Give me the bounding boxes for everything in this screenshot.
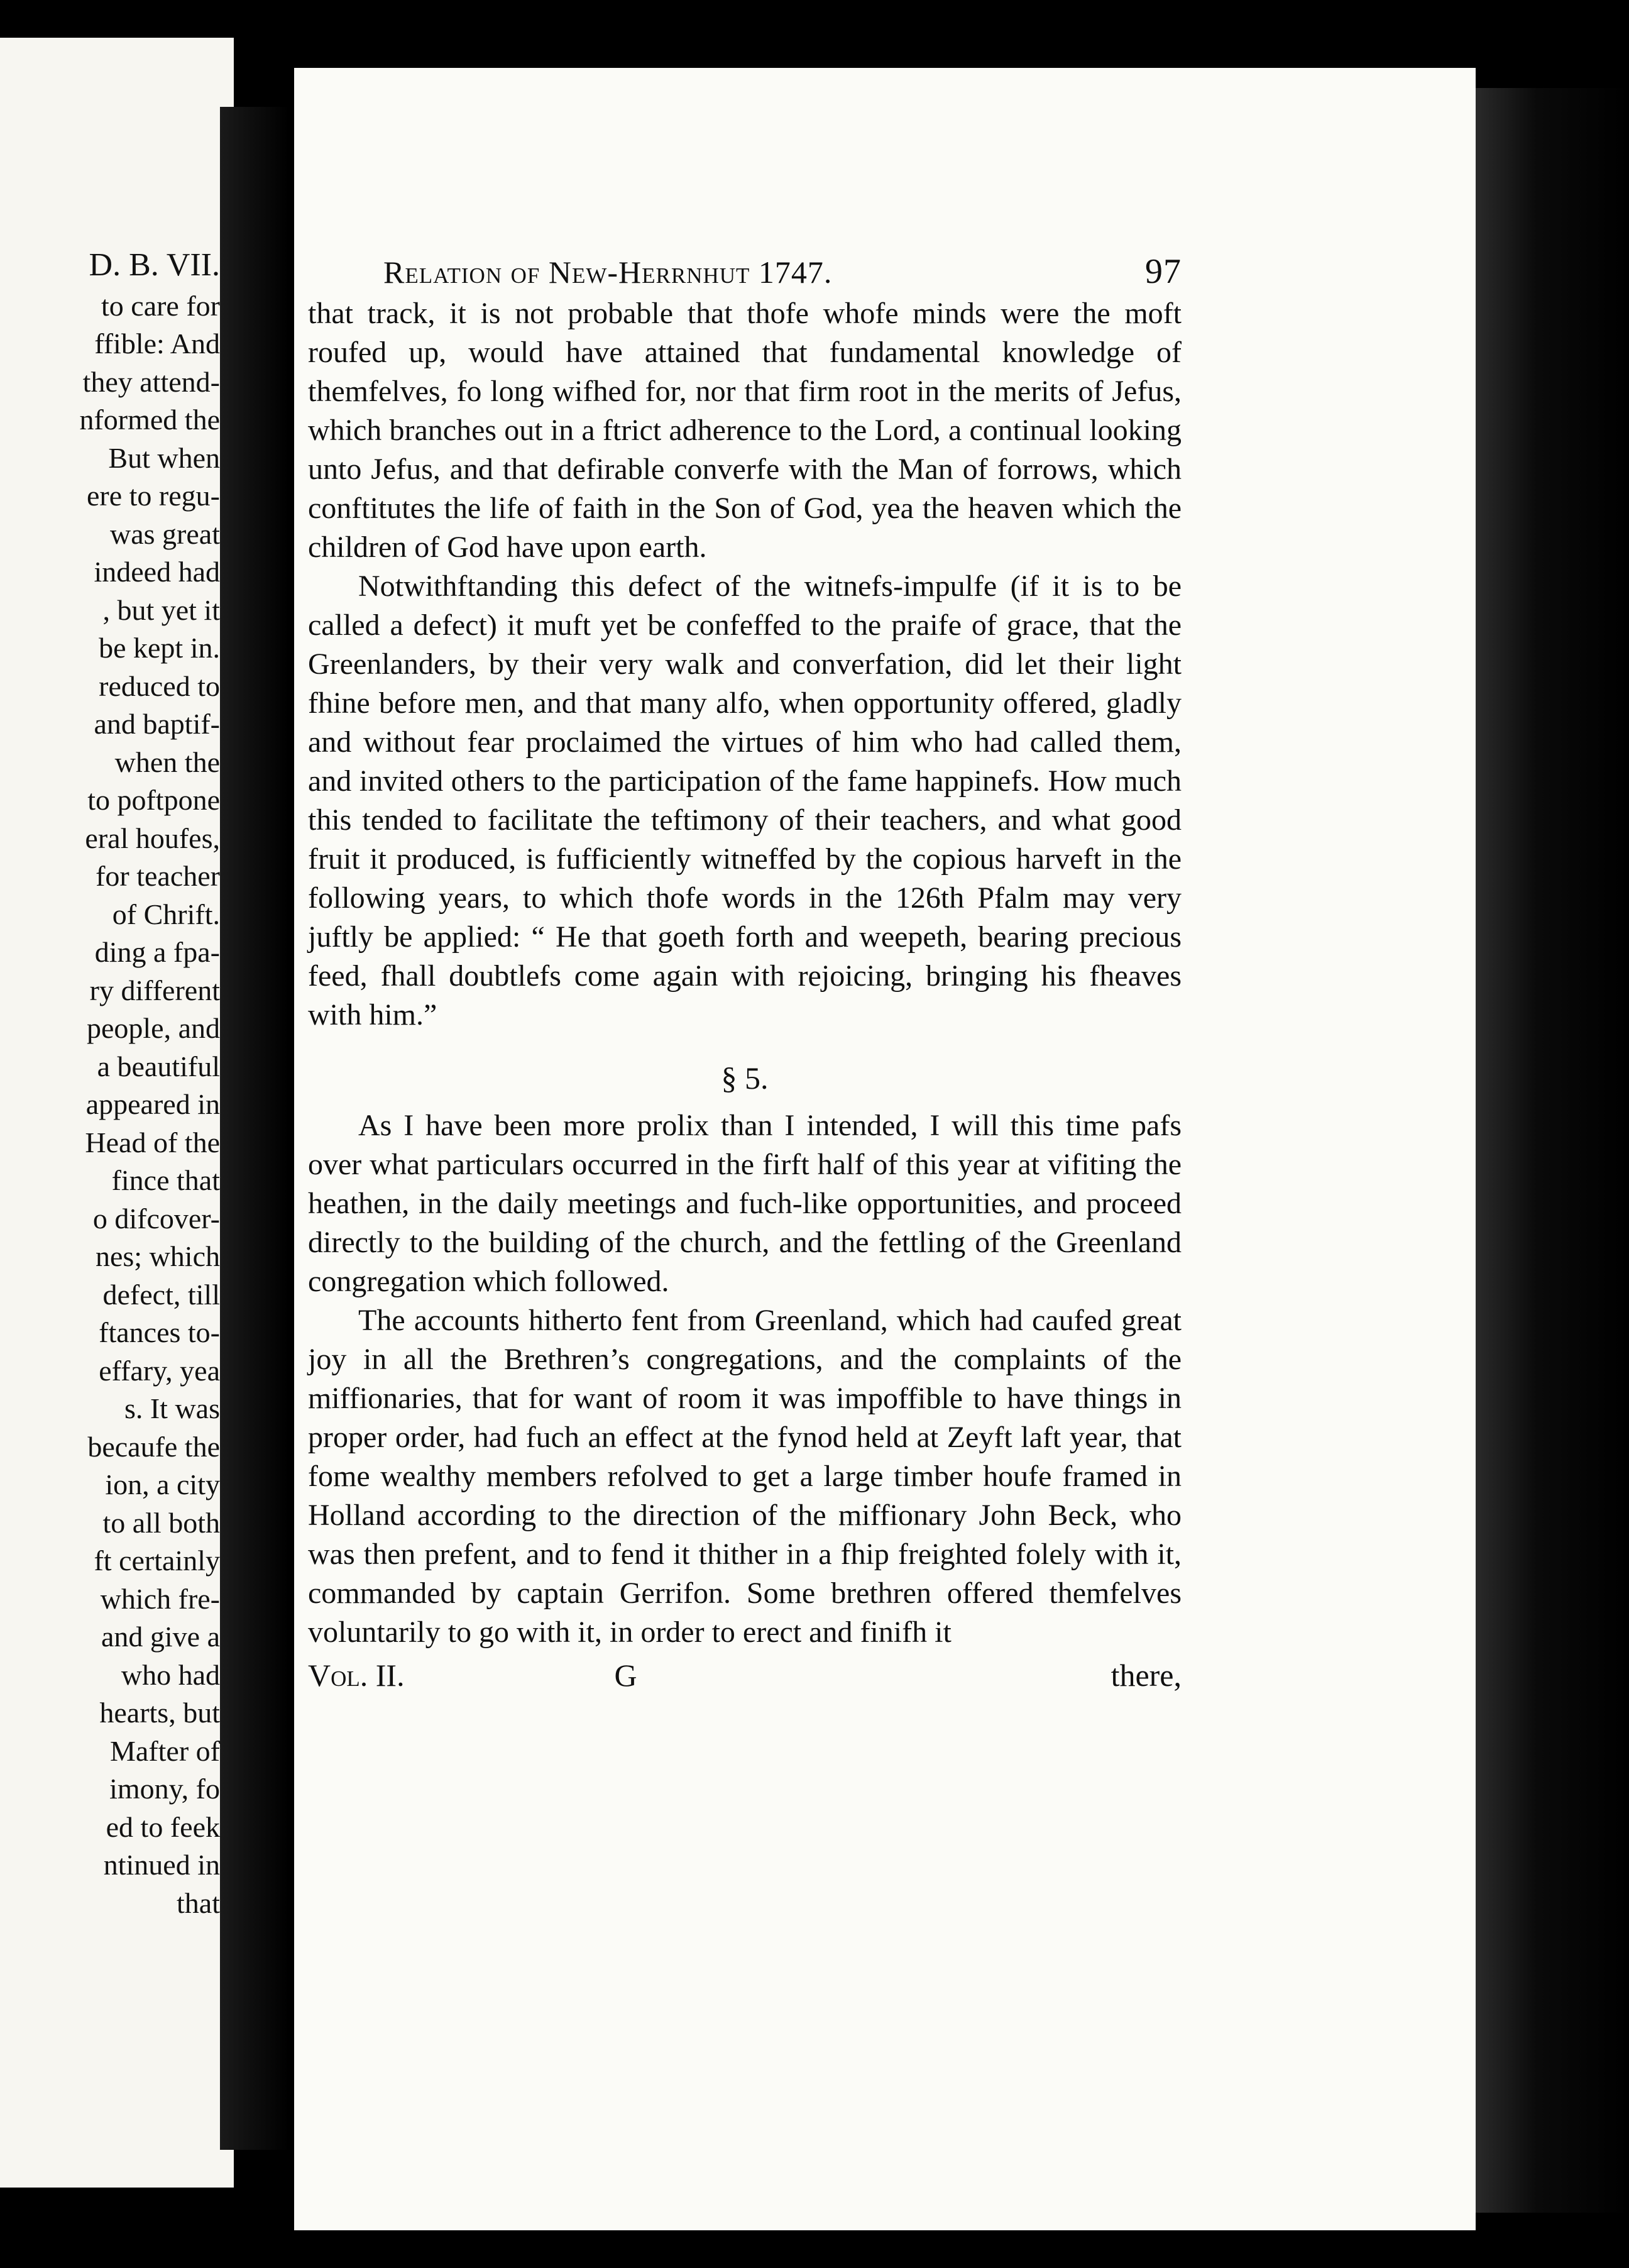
left-page-line: to care for — [101, 289, 220, 322]
left-page-line: to poftpone — [87, 784, 220, 816]
left-page-line: and baptif- — [94, 708, 220, 740]
left-page-line: But when — [108, 441, 220, 474]
left-page-line: reduced to — [99, 669, 220, 702]
left-page-line: nes; which — [95, 1240, 220, 1272]
left-page-line: imony, fo — [109, 1773, 220, 1805]
section-heading: § 5. — [721, 1060, 769, 1096]
left-page-line: ft certainly — [94, 1544, 220, 1577]
left-page-line: s. It was — [124, 1392, 220, 1424]
page-text-block — [308, 251, 1182, 1693]
left-page-line: nformed the — [79, 404, 220, 436]
left-page-line: of Chrift. — [112, 898, 220, 930]
left-page-line: ed to feek — [106, 1810, 220, 1843]
left-page-line: ntinued in — [103, 1849, 220, 1881]
left-page-line: defect, till — [102, 1278, 220, 1311]
catchword: there, — [1111, 1658, 1182, 1693]
left-page-line: hearts, but — [99, 1697, 220, 1729]
left-page-line: Head of the — [85, 1126, 220, 1159]
left-page-line: ffible: And — [94, 328, 220, 360]
left-page-line: becaufe the — [87, 1430, 220, 1463]
paragraph: The accounts hitherto fent from Greenland, which had caufed great joy in all the Brethren’s congregations, and the complaints of the miffionaries, that for want of room it was impoffible to have things in proper order, had fuch an effect at the fynod held at Zeyft laft year, that fome wealthy members refolved to get a large timber houfe framed in Holland according to the direction of the miffionary John Beck, who was then prefent, and to fend it thither in a fhip freighted folely with it, commanded by captain Gerrifon. Some brethren offered themfelves voluntarily to go with it, in order to erect and finifh it — [308, 1304, 1182, 1649]
left-page-header: D. B. VII. — [89, 247, 220, 283]
left-page-line: a beautiful — [97, 1050, 220, 1082]
left-page-line: ry different — [89, 974, 220, 1006]
left-page-line: who had — [121, 1658, 220, 1691]
book-gutter — [220, 107, 289, 2150]
left-page-line: fince that — [111, 1164, 220, 1196]
left-page-line: people, and — [86, 1012, 220, 1044]
left-page-line: effary, yea — [99, 1354, 220, 1387]
left-page-line: which fre- — [100, 1582, 220, 1615]
left-page-line: eral houfes, — [85, 822, 220, 854]
volume-label: Vol. II. — [308, 1658, 405, 1693]
running-header — [308, 251, 1182, 292]
left-page-line: when the — [114, 746, 220, 778]
page-footer — [308, 1657, 1182, 1693]
page-edge — [1476, 88, 1629, 2213]
left-page-line: ion, a city — [105, 1468, 220, 1500]
left-page — [0, 38, 234, 2188]
left-page-line: o difcover- — [92, 1202, 220, 1235]
left-page-line: appeared in — [85, 1088, 220, 1120]
signature-mark: G — [614, 1658, 637, 1693]
left-page-line: for teacher — [96, 860, 220, 892]
left-page-line: ftances to- — [99, 1316, 220, 1348]
left-page-line: , but yet it — [102, 593, 220, 626]
left-page-line: that — [177, 1886, 220, 1919]
left-page-line: was great — [110, 517, 220, 550]
left-page-line: they attend- — [82, 365, 220, 398]
paragraph: that track, it is not probable that thofe whofe minds were the moft roufed up, would have attained that fundamental knowledge of themfelves, fo long wifhed for, nor that firm root in the merits of Jefus, which branches out in a ftrict adherence to the Lord, a continual looking unto Jefus, and that defirable converfe with the Man of forrows, which conftitutes the life of faith in the Son of God, yea the heaven which the children of God have upon earth. — [308, 297, 1182, 564]
page-number: 97 — [1145, 252, 1182, 291]
left-page-line: Mafter of — [110, 1734, 220, 1767]
left-page-line: ere to regu- — [87, 480, 220, 512]
paragraph: Notwithftanding this defect of the witnefs-impulfe (if it is to be called a defect) it muft yet be confeffed to the praife of grace, that the Greenlanders, by their very walk and converfation, did let their light fhine before men, and that many alfo, when opportunity offered, gladly and without fear proclaimed the virtues of him who had called them, and invited others to the participation of the fame happinefs. How much this tended to facilitate the teftimony of their teachers, and what good fruit it produced, is fufficiently witneffed by the copious harveft in the following years, to which thofe words in the 126th Pfalm may very juftly be applied: “ He that goeth forth and weepeth, bearing precious feed, fhall doubtlefs come again with rejoicing, bringing his fheaves with him.” — [308, 570, 1182, 1032]
left-page-line: be kept in. — [99, 632, 220, 664]
left-page-line: and give a — [101, 1621, 220, 1653]
left-page-line: to all both — [102, 1506, 220, 1539]
paragraph: As I have been more prolix than I intended, I will this time pafs over what particulars occurred in the firft half of this year at vifiting the heathen, in the daily meetings and fuch-like opportunities, and proceed directly to the building of the church, and the fettling of the Greenland congregation which followed. — [308, 1109, 1182, 1298]
left-page-line: ding a fpa- — [94, 936, 220, 968]
left-page-text — [0, 246, 220, 1922]
running-title: Relation of New-Herrnhut 1747. — [383, 255, 833, 290]
left-page-line: indeed had — [94, 556, 220, 588]
